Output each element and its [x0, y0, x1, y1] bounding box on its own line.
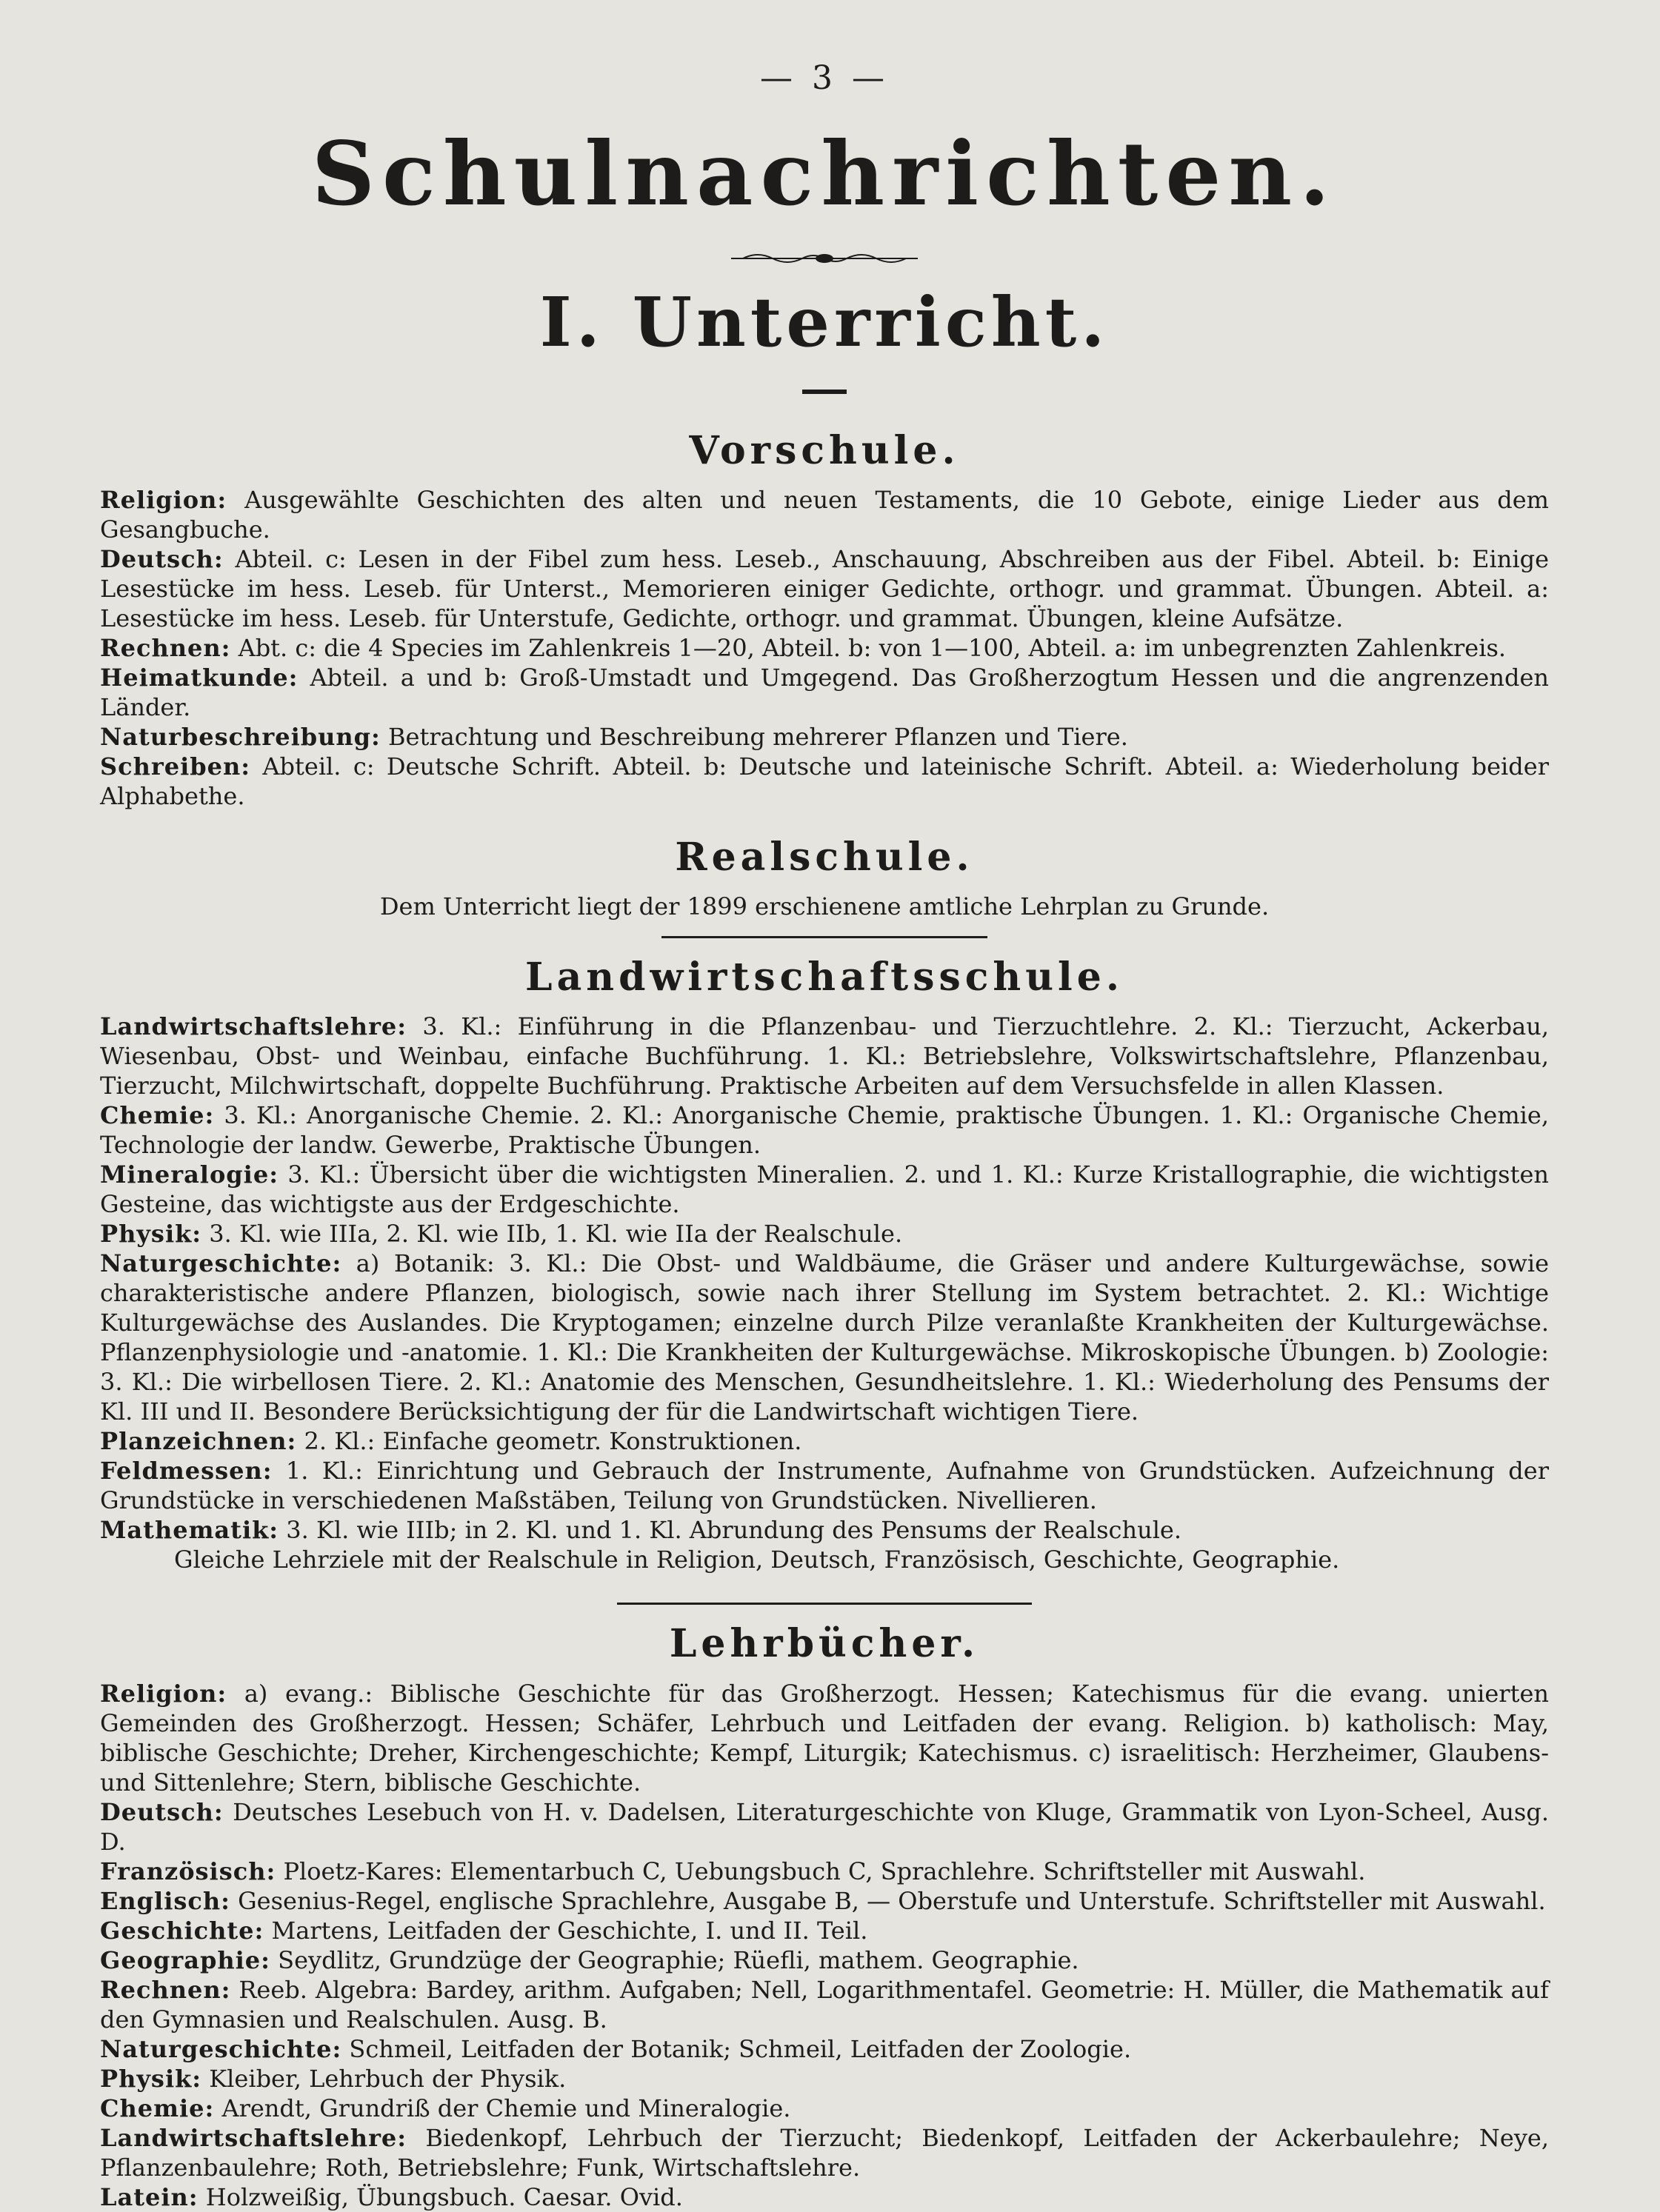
- entry: [100, 1515, 1549, 1545]
- entry: [100, 1975, 1549, 2034]
- entry-label: Chemie:: [100, 1101, 215, 1130]
- entry-label: Französisch:: [100, 1857, 276, 1885]
- main-title: Schulnachrichten.: [311, 122, 1338, 225]
- entry: [100, 1100, 1549, 1160]
- entry-text: Martens, Leitfaden der Geschichte, I. und II. Teil.: [271, 1916, 868, 1945]
- entry-label: Religion:: [100, 486, 227, 515]
- divider-rule: [661, 936, 987, 938]
- short-divider: [802, 390, 847, 394]
- entry-text: Betrachtung und Beschreibung mehrerer Pflanzen und Tiere.: [388, 723, 1128, 752]
- entry: [100, 485, 1549, 544]
- entry: [100, 1160, 1549, 1219]
- entry-label: Naturbeschreibung:: [100, 723, 381, 752]
- entry-label: Geographie:: [100, 1945, 270, 1974]
- entry-text: Ausgewählte Geschichten des alten und neuen Testaments, die 10 Gebote, einige Lieder aus dem Gesangbuche.: [100, 486, 1550, 544]
- entry-text: Abteil. a und b: Groß-Umstadt und Umgegend. Das Großherzogtum Hessen und die angrenzenden Länder.: [100, 664, 1550, 722]
- entry: [100, 1426, 1549, 1456]
- section-heading: Vorschule.: [689, 427, 960, 473]
- entry-text: a) evang.: Biblische Geschichte für das Großherzogt. Hessen; Katechismus für die evang. unierten Gemeinden des Großherzogt. Hessen; Schäfer, Lehrbuch und Leitfaden der evang. Religion. b) katholisch: May, biblische Geschichte; Dreher, Kirchengeschichte; Kempf, Liturgik; Katechismus. c) israelitisch: Herzheimer, Glaubens- und Sittenlehre; Stern, biblische Geschichte.: [100, 1679, 1550, 1797]
- entry-text: Biedenkopf, Lehrbuch der Tierzucht; Biedenkopf, Leitfaden der Ackerbaulehre; Neye, Pflanzenbaulehre; Roth, Betriebslehre; Funk, Wirtschaftslehre.: [100, 2123, 1550, 2182]
- entry: [100, 544, 1549, 633]
- entry: [100, 2123, 1549, 2182]
- section-realschule: [100, 836, 1549, 938]
- entry-label: Naturgeschichte:: [100, 1249, 342, 1278]
- entry: [100, 1219, 1549, 1249]
- entry: [100, 1249, 1549, 1426]
- subtitle: I. Unterricht.: [539, 281, 1110, 362]
- entry-label: Deutsch:: [100, 1797, 224, 1826]
- entry-text: Ploetz-Kares: Elementarbuch C, Uebungsbuch C, Sprachlehre. Schriftsteller mit Auswahl.: [283, 1857, 1366, 1885]
- divider-rule: [617, 1603, 1032, 1605]
- entry-label: Religion:: [100, 1679, 227, 1708]
- entry: [100, 633, 1549, 663]
- entry-label: Latein:: [100, 2182, 199, 2211]
- entry-text: 2. Kl.: Einfache geometr. Konstruktionen.: [304, 1427, 802, 1456]
- entry-text: 3. Kl. wie IIIb; in 2. Kl. und 1. Kl. Abrundung des Pensums der Realschule.: [286, 1516, 1182, 1545]
- entry-label: Geschichte:: [100, 1916, 264, 1945]
- entry-label: Mathematik:: [100, 1516, 279, 1545]
- entry: [100, 752, 1549, 811]
- entry-label: Landwirtschaftslehre:: [100, 1012, 407, 1041]
- entry-text: 3. Kl.: Einführung in die Pflanzenbau- und Tierzuchtlehre. 2. Kl.: Tierzucht, Ackerbau, Wiesenbau, Obst- und Weinbau, einfache Buchführung. 1. Kl.: Betriebslehre, Volkswirtschaftslehre, Pflanzenbau, Tierzucht, Milchwirtschaft, doppelte Buchführung. Praktische Arbeiten auf dem Versuchsfelde in allen Klassen.: [100, 1012, 1550, 1100]
- entry: [100, 2094, 1549, 2123]
- entry-label: Heimatkunde:: [100, 664, 299, 692]
- entry-label: Chemie:: [100, 2094, 215, 2122]
- entry-text: Deutsches Lesebuch von H. v. Dadelsen, Literaturgeschichte von Kluge, Grammatik von Lyon-Scheel, Ausg. D.: [100, 1797, 1550, 1856]
- entry-text: Seydlitz, Grundzüge der Geographie; Rüefli, mathem. Geographie.: [278, 1945, 1079, 1974]
- entry-label: Planzeichnen:: [100, 1427, 297, 1456]
- entry-label: Deutsch:: [100, 545, 224, 574]
- entry-text: Abteil. c: Deutsche Schrift. Abteil. b: Deutsche und lateinische Schrift. Abteil. a: Wiederholung beider Alphabethe.: [100, 752, 1550, 811]
- entry-label: Physik:: [100, 1220, 202, 1249]
- entry-label: Feldmessen:: [100, 1457, 273, 1486]
- entry: [100, 2034, 1549, 2064]
- entry: [100, 2064, 1549, 2094]
- entry-text: Kleiber, Lehrbuch der Physik.: [209, 2064, 567, 2093]
- realschule-text: Dem Unterricht liegt der 1899 erschienene amtliche Lehrplan zu Grunde.: [379, 892, 1270, 921]
- entry-text: 3. Kl.: Anorganische Chemie. 2. Kl.: Anorganische Chemie, praktische Übungen. 1. Kl.: Organische Chemie, Technologie der landw. Gewerbe, Praktische Übungen.: [100, 1101, 1550, 1160]
- entry-label: Schreiben:: [100, 752, 251, 781]
- entry: [100, 1857, 1549, 1886]
- entry-text: Schmeil, Leitfaden der Botanik; Schmeil, Leitfaden der Zoologie.: [349, 2034, 1132, 2063]
- closing-note: Gleiche Lehrziele mit der Realschule in Religion, Deutsch, Französisch, Geschichte, Geographie.: [174, 1546, 1340, 1574]
- entry: [100, 663, 1549, 722]
- ornament-divider-icon: [728, 250, 921, 267]
- entry: [100, 1797, 1549, 1857]
- entry: [100, 722, 1549, 752]
- entry: [100, 1679, 1549, 1797]
- section-heading: Realschule.: [675, 835, 974, 881]
- entry-text: Arendt, Grundriß der Chemie und Mineralogie.: [221, 2094, 791, 2122]
- section-heading: Lehrbücher.: [669, 1621, 980, 1667]
- entry-text: a) Botanik: 3. Kl.: Die Obst- und Waldbäume, die Gräser und andere Kulturgewächse, sowie charakteristische andere Pflanzen, biologisch, sowie nach ihrer Stellung im System betrachtet. 2. Kl.: Wichtige Kulturgewächse des Auslandes. Die Kryptogamen; einzelne durch Pilze veranlaßte Krankheiten der Kulturgewächse. Pflanzenphysiologie und -anatomie. 1. Kl.: Die Krankheiten der Kulturgewächse. Mikroskopische Übungen. b) Zoologie: 3. Kl.: Die wirbellosen Tiere. 2. Kl.: Anatomie des Menschen, Gesundheitslehre. 1. Kl.: Wiederholung des Pensums der Kl. III und II. Besondere Berücksichtigung der für die Landwirtschaft wichtigen Tiere.: [100, 1249, 1550, 1426]
- entry-label: Rechnen:: [100, 1975, 231, 2004]
- entry-text: Abteil. c: Lesen in der Fibel zum hess. Leseb., Anschauung, Abschreiben aus der Fibel. Abteil. b: Einige Lesestücke im hess. Leseb. für Unterst., Memorieren einiger Gedichte, orthogr. und grammat. Übungen. Abteil. a: Lesestücke im hess. Leseb. für Unterstufe, Gedichte, orthogr. und grammat. Übungen, kleine Aufsätze.: [100, 545, 1550, 633]
- entry-label: Naturgeschichte:: [100, 2034, 342, 2063]
- section-heading: Landwirtschaftsschule.: [525, 955, 1124, 1000]
- entry-label: Rechnen:: [100, 634, 231, 663]
- entry: [100, 2182, 1549, 2212]
- entry-text: Holzweißig, Übungsbuch. Caesar. Ovid.: [205, 2182, 683, 2211]
- section-landwirtschaftsschule: [100, 956, 1549, 1605]
- entry: [100, 1456, 1549, 1515]
- entry-label: Landwirtschaftslehre:: [100, 2123, 407, 2152]
- entry-label: Mineralogie:: [100, 1160, 279, 1189]
- entry-text: 3. Kl.: Übersicht über die wichtigsten Mineralien. 2. und 1. Kl.: Kurze Kristallographie, die wichtigsten Gesteine, das wichtigste aus der Erdgeschichte.: [100, 1160, 1550, 1219]
- entry: [100, 1916, 1549, 1945]
- entry: [100, 1945, 1549, 1975]
- entry-text: 3. Kl. wie IIIa, 2. Kl. wie IIb, 1. Kl. wie IIa der Realschule.: [209, 1220, 903, 1249]
- entry-text: Abt. c: die 4 Species im Zahlenkreis 1—20, Abteil. b: von 1—100, Abteil. a: im unbegrenzten Zahlenkreis.: [238, 634, 1507, 663]
- entry-label: Physik:: [100, 2064, 202, 2093]
- page-number: — 3 —: [760, 59, 889, 97]
- section-vorschule: [100, 427, 1550, 811]
- entry-text: Gesenius-Regel, englische Sprachlehre, Ausgabe B, — Oberstufe und Unterstufe. Schriftsteller mit Auswahl.: [238, 1886, 1546, 1915]
- entry-text: Reeb. Algebra: Bardey, arithm. Aufgaben; Nell, Logarithmentafel. Geometrie: H. Müller, die Mathematik auf den Gymnasien und Realschulen. Ausg. B.: [100, 1975, 1550, 2034]
- section-lehrbuecher: [100, 1623, 1549, 2211]
- entry-label: Englisch:: [100, 1886, 230, 1915]
- entry-text: 1. Kl.: Einrichtung und Gebrauch der Instrumente, Aufnahme von Grundstücken. Aufzeichnung der Grundstücke in verschiedenen Maßstäben, Teilung von Grundstücken. Nivellieren.: [100, 1457, 1550, 1515]
- entry: [100, 1012, 1549, 1100]
- entry: [100, 1886, 1549, 1916]
